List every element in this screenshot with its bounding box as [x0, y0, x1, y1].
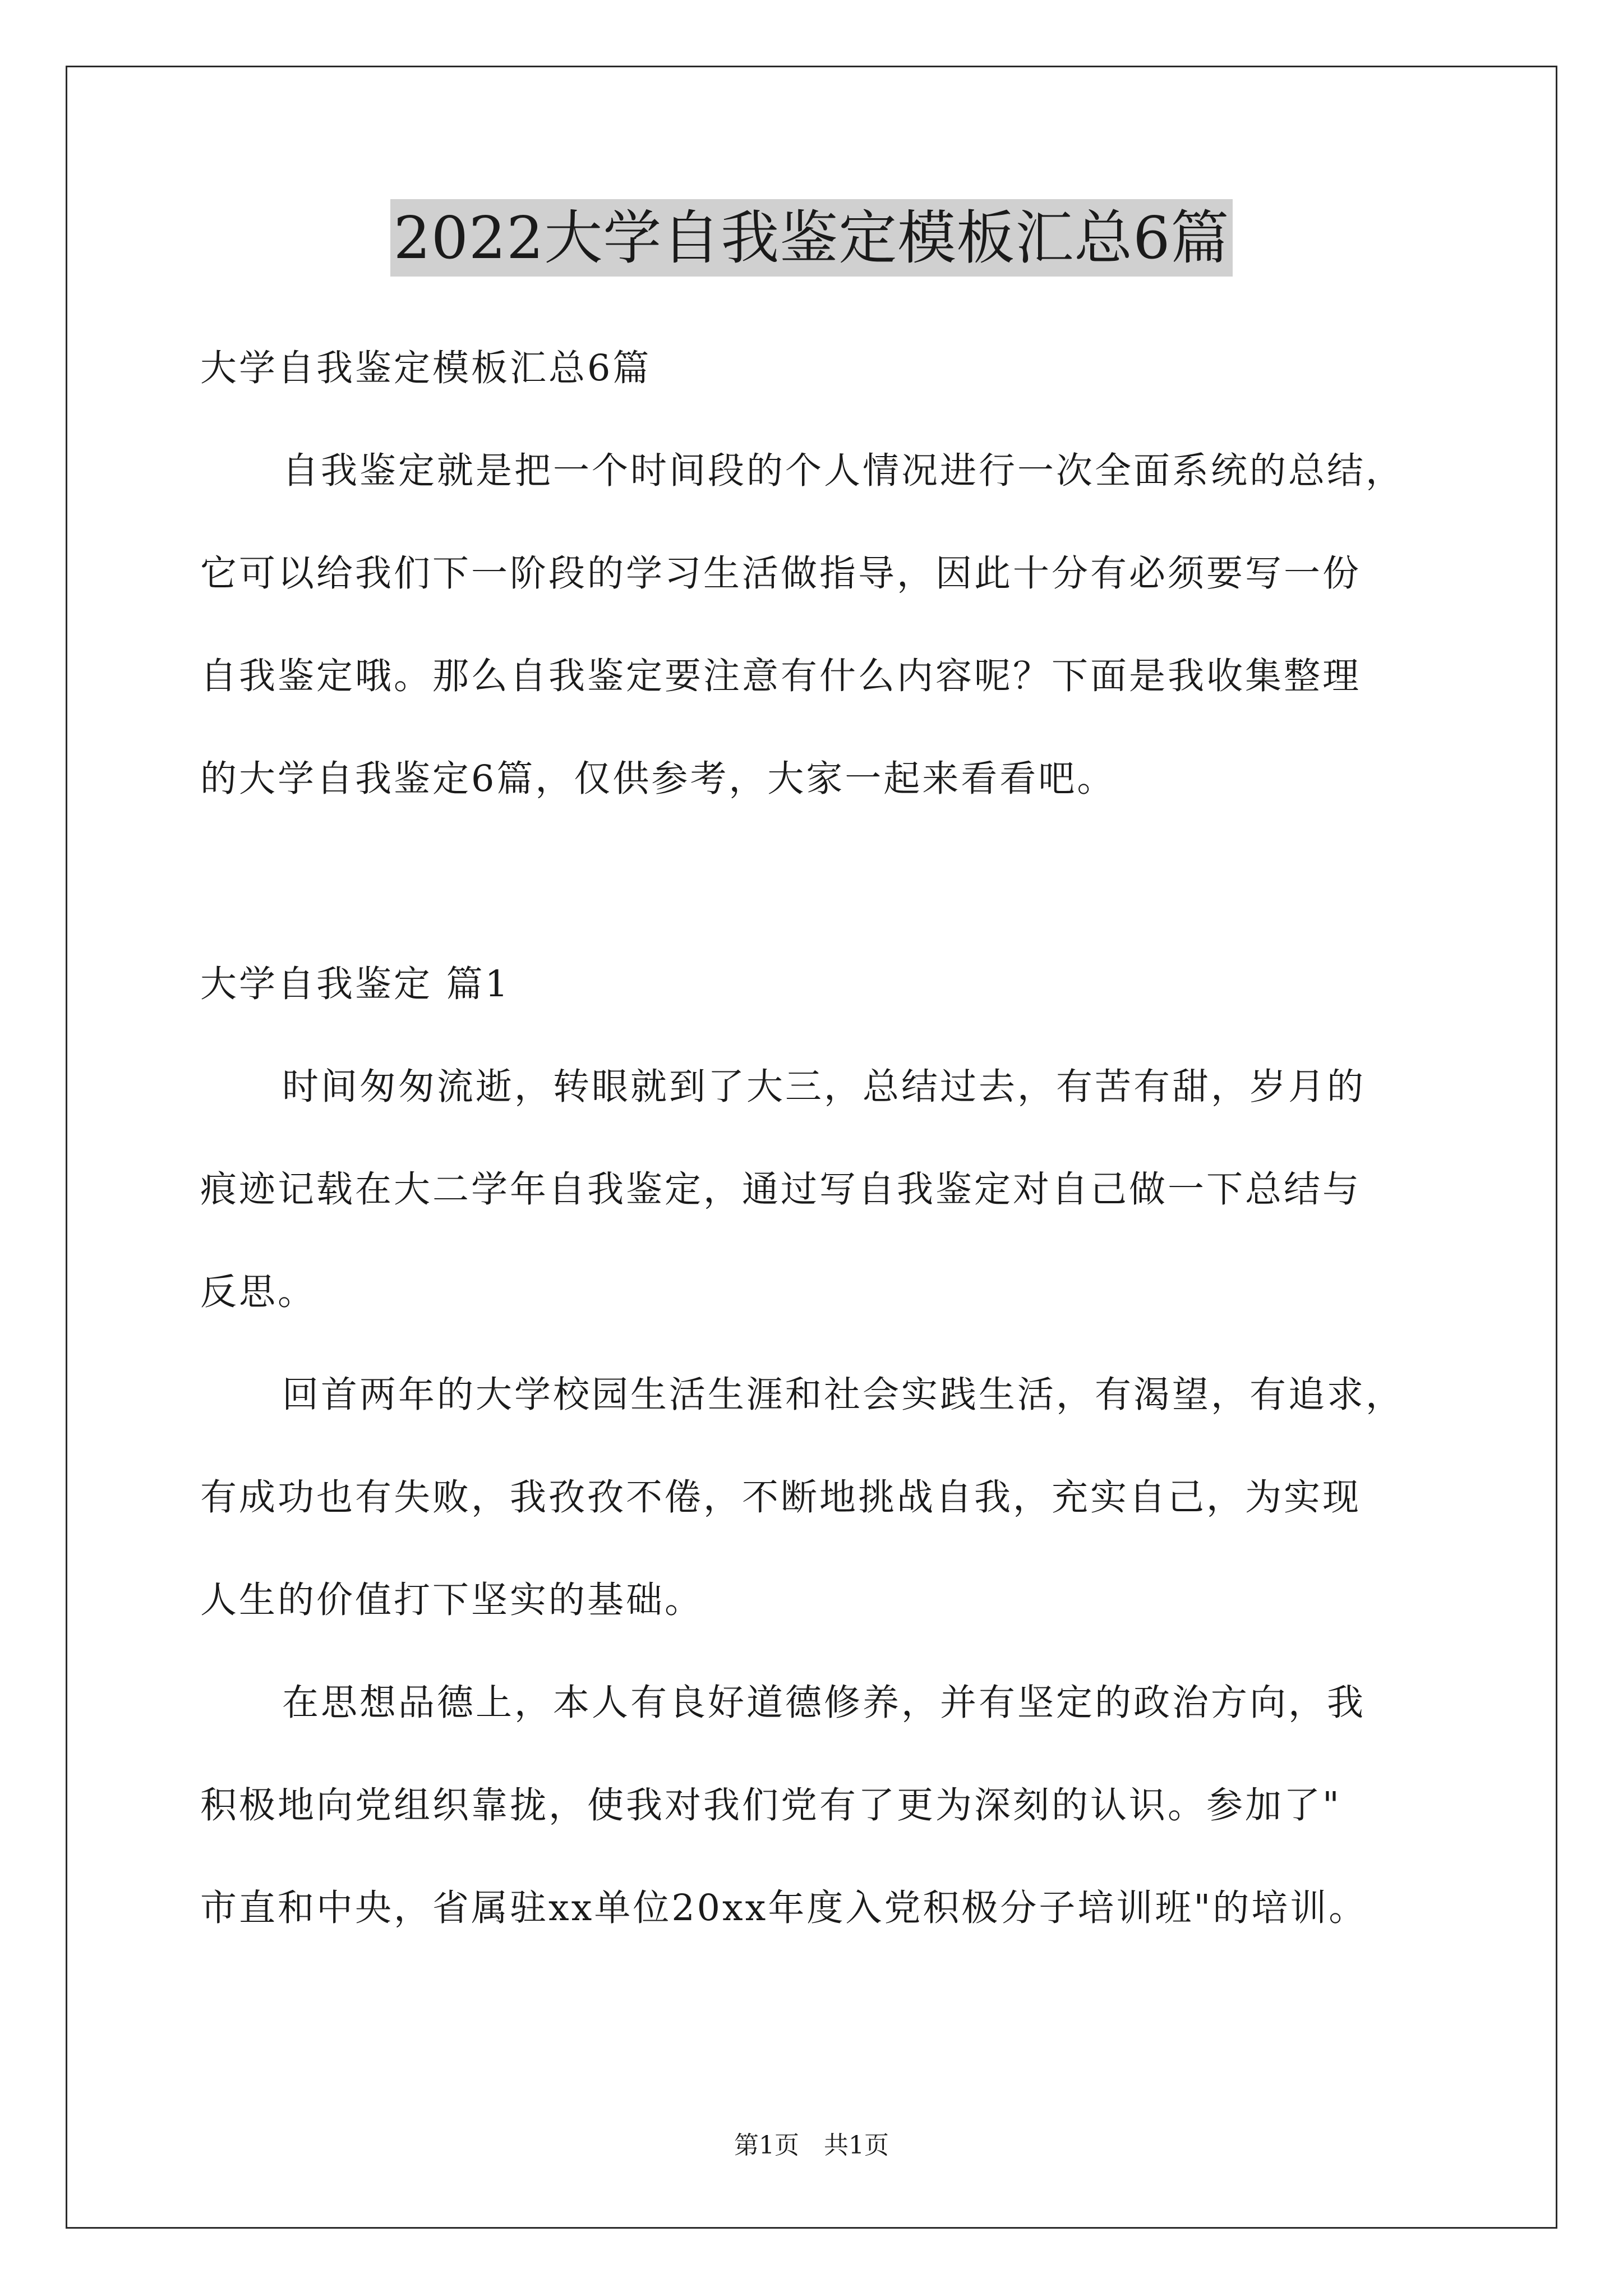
paragraph-line: 有成功也有失败，我孜孜不倦，不断地挑战自我，充实自己，为实现 — [200, 1476, 1362, 1519]
paragraph-line: 积极地向党组织靠拢，使我对我们党有了更为深刻的认识。参加了" — [200, 1784, 1341, 1826]
page-footer: 第1页 共1页 — [734, 2131, 889, 2160]
intro-line: 自我鉴定哦。那么自我鉴定要注意有什么内容呢？下面是我收集整理 — [200, 655, 1362, 697]
paragraph-line: 市直和中央，省属驻xx单位20xx年度入党积极分子培训班"的培训。 — [200, 1887, 1368, 1929]
document-subtitle: 大学自我鉴定模板汇总6篇 — [200, 347, 652, 389]
paragraph-line: 反思。 — [200, 1271, 317, 1313]
paragraph-line: 在思想品德上，本人有良好道德修养，并有坚定的政治方向，我 — [282, 1682, 1366, 1724]
intro-line: 自我鉴定就是把一个时间段的个人情况进行一次全面系统的总结， — [282, 450, 1405, 492]
paragraph-line: 痕迹记载在大二学年自我鉴定，通过写自我鉴定对自己做一下总结与 — [200, 1168, 1362, 1211]
paragraph-line: 时间匆匆流逝，转眼就到了大三，总结过去，有苦有甜，岁月的 — [282, 1066, 1366, 1108]
paragraph-gap — [200, 830, 1434, 933]
intro-line: 的大学自我鉴定6篇，仅供参考，大家一起来看看吧。 — [200, 758, 1116, 800]
document-title: 2022大学自我鉴定模板汇总6篇 — [390, 199, 1233, 277]
paragraph-line: 人生的价值打下坚实的基础。 — [200, 1579, 704, 1621]
section-heading: 大学自我鉴定 篇1 — [200, 963, 511, 1005]
title-container — [0, 199, 1623, 277]
paragraph-line: 回首两年的大学校园生活生涯和社会实践生活，有渴望，有追求， — [282, 1374, 1405, 1416]
document-body — [200, 317, 1434, 1959]
intro-line: 它可以给我们下一阶段的学习生活做指导，因此十分有必须要写一份 — [200, 553, 1362, 595]
